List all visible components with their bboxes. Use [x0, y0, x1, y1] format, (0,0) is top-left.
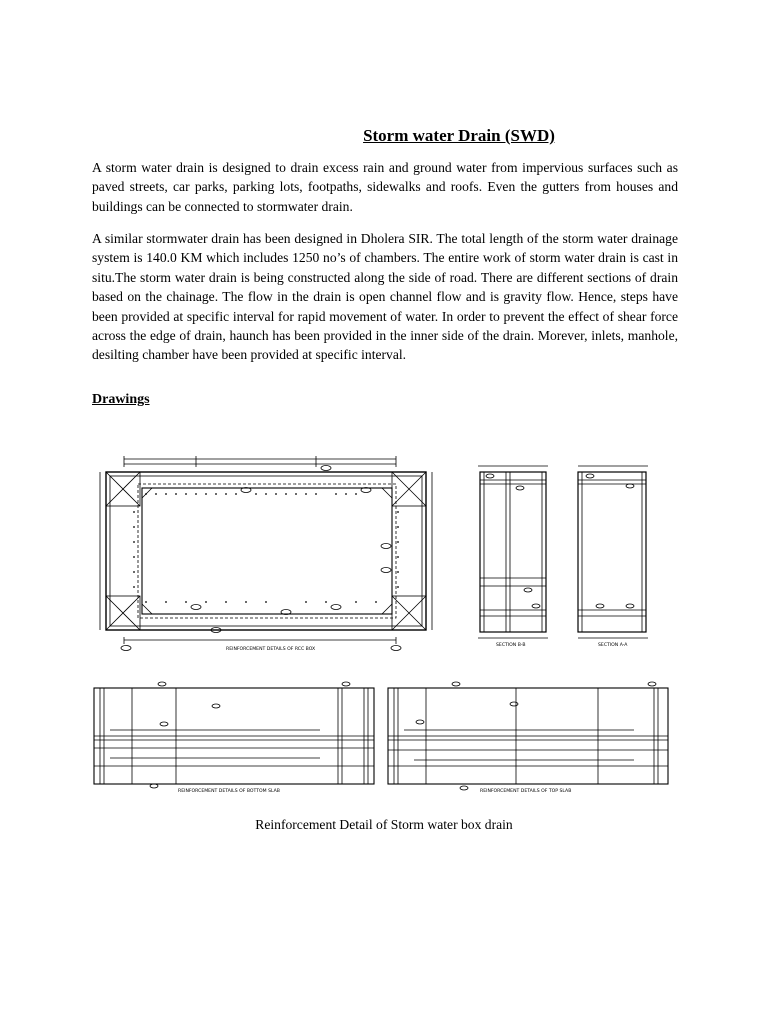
section-aa-drawing	[570, 460, 656, 650]
top-slab-label: REINFORCEMENT DETAILS OF TOP SLAB	[480, 789, 572, 794]
section-bb-drawing	[470, 460, 556, 650]
page-title: Storm water Drain (SWD)	[363, 126, 555, 145]
box-drawing-label: REINFORCEMENT DETAILS OF RCC BOX	[226, 647, 316, 652]
drawings-caption: Reinforcement Detail of Storm water box drain	[255, 817, 513, 832]
top-slab-drawing	[384, 680, 674, 800]
section-bb-label: SECTION B-B	[496, 643, 526, 648]
section-aa-label: SECTION A-A	[598, 643, 628, 648]
description-paragraph: A similar stormwater drain has been designed in Dholera SIR. The total length of the storm water drainage system is 140.0 KM which includes 1250 no’s of chambers. The entire work of storm water drain is cast in situ.The storm water drain is being constructed along the side of road. There are different sections of drain based on the chainage. The flow in the drain is open channel flow and is gravity flow. Hence, steps have been provided at specific interval for rapid movement of water. In order to prevent the effect of shear force across the edge of drain, haunch has been provided in the inner side of the drain. Morever, inlets, manhole, desilting chamber have been provided at specific interval.	[92, 231, 678, 363]
intro-paragraph: A storm water drain is designed to drain excess rain and ground water from impervious surfaces such as paved streets, car parks, parking lots, footpaths, sidewalks and roofs. Even the gutters from houses and buildings can be connected to stormwater drain.	[92, 160, 678, 214]
bottom-slab-drawing	[90, 680, 380, 800]
drawings-heading: Drawings	[92, 392, 150, 407]
rcc-box-drawing	[96, 452, 440, 656]
bottom-slab-label: REINFORCEMENT DETAILS OF BOTTOM SLAB	[178, 789, 280, 794]
